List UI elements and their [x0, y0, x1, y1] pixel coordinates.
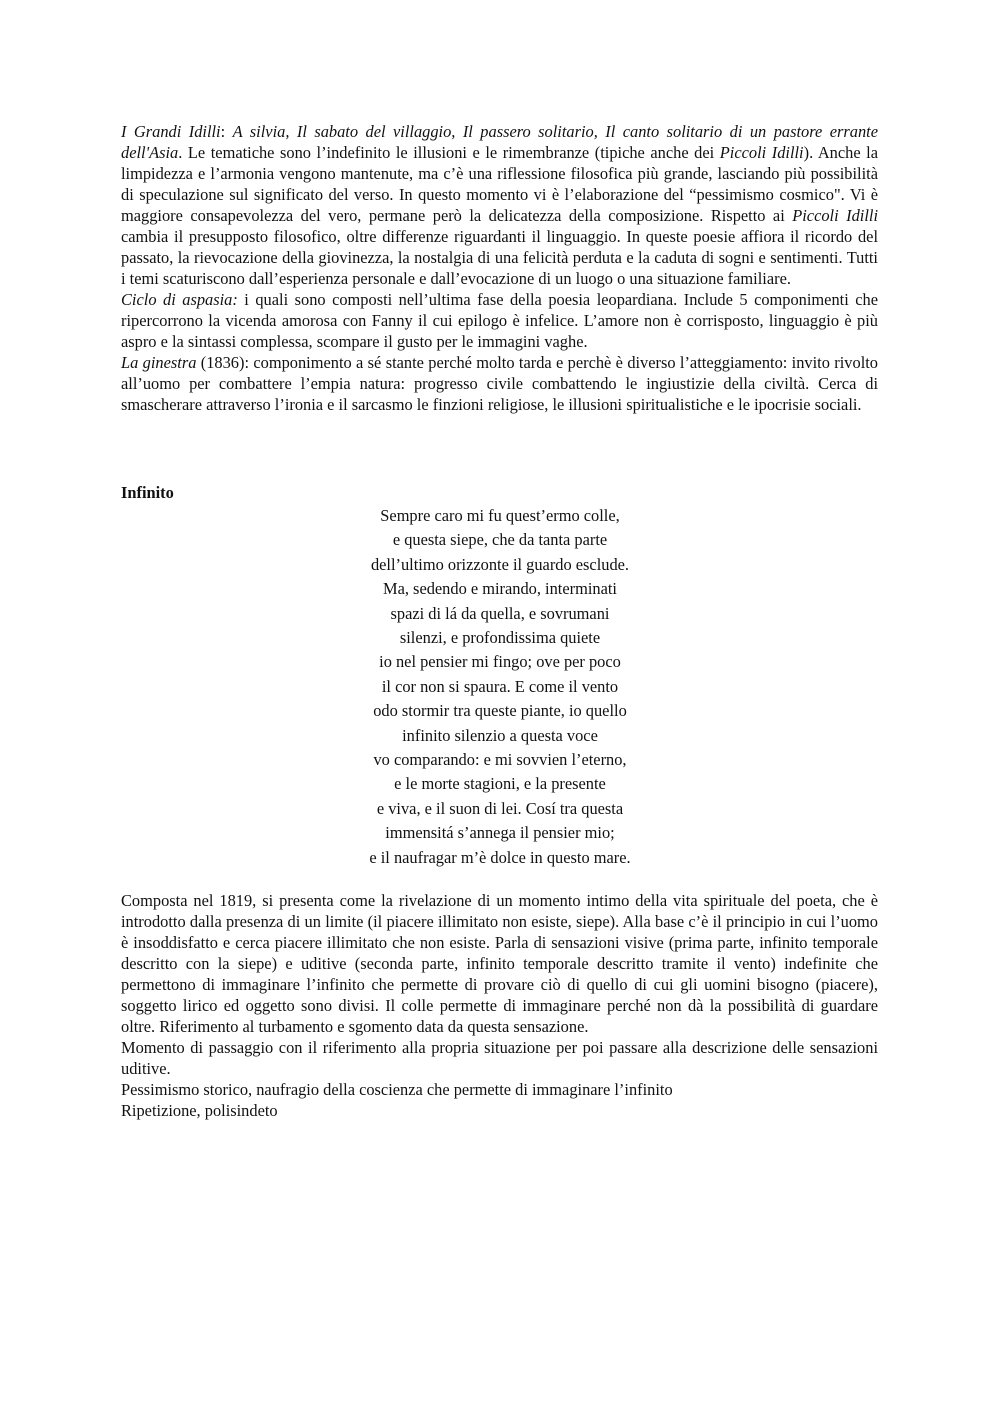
emphasis-piccoli-idilli: Piccoli Idilli	[719, 143, 804, 162]
paragraph-grandi-idilli: I Grandi Idilli: A silvia, Il sabato del villaggio, Il passero solitario, Il canto solitario di un pastore errante dell'Asia. Le tematiche sono l’indefinito le illusioni e le rimembranze (tipiche anche dei Piccoli Idilli). Anche la limpidezza e l’armonia vengono mantenute, ma c’è una riflessione filosofica più grande, lasciando più possibilità di speculazione sul significato del verso. In questo momento vi è l’elaborazione del “pessimismo cosmico". Vi è maggiore consapevolezza del vero, permane però la delicatezza della composizione. Rispetto ai Piccoli Idilli cambia il presupposto filosofico, oltre differenze riguardanti il linguaggio. In queste poesie affiora il ricordo del passato, la rievocazione della giovinezza, la nostalgia di una felicità perduta e la caduta di sogni e sentimenti. Tutti i temi scaturiscono dall’esperienza personale e dall’evocazione di un luogo o una situazione familiare.	[121, 122, 879, 288]
poem-line: Ma, sedendo e mirando, interminati	[383, 579, 617, 599]
poem-line: odo stormir tra queste piante, io quello	[373, 701, 627, 721]
emphasis-ciclo-aspasia: Ciclo di aspasia:	[121, 290, 238, 309]
poem-line: e le morte stagioni, e la presente	[394, 774, 606, 794]
poem-line: dell’ultimo orizzonte il guardo esclude.	[370, 554, 630, 574]
poem-line: e il naufragar m’è dolce in questo mare.	[369, 847, 631, 867]
poem-line: infinito silenzio a questa voce	[402, 725, 598, 745]
poem-infinito	[300, 504, 700, 870]
poem-line: vo comparando: e mi sovvien l’eterno,	[373, 750, 627, 770]
section-heading-infinito: Infinito	[121, 483, 174, 502]
emphasis-la-ginestra: La ginestra	[121, 353, 197, 372]
commentary-section	[121, 890, 878, 1121]
poem-line: il cor non si spaura. E come il vento	[381, 676, 619, 696]
emphasis-piccoli-idilli-2: Piccoli Idilli	[792, 206, 878, 225]
poem-line: e questa siepe, che da tanta parte	[392, 530, 608, 550]
paragraph-ciclo-aspasia: Ciclo di aspasia: i quali sono composti nell’ultima fase della poesia leopardiana. Include 5 componimenti che ripercorrono la vicenda amorosa con Fanny il cui epilogo è infelice. L’amore non è corrisposto, linguaggio è più aspro e la sintassi complessa, scompare il gusto per le immagini vaghe.	[121, 290, 878, 351]
poem-line: io nel pensier mi fingo; ove per poco	[379, 652, 621, 672]
paragraph-la-ginestra: La ginestra (1836): componimento a sé stante perché molto tarda e perchè è diverso l’atteggiamento: invito rivolto all’uomo per combattere l’empia natura: progresso civile combattendo le ingiustizie della civiltà. Cerca di smascherare attraverso l’ironia e il sarcasmo le finzioni religiose, le illusioni spiritualistiche e le ipocrisie sociali.	[121, 353, 878, 414]
paragraph-commentary: Composta nel 1819, si presenta come la rivelazione di un momento intimo della vita spirituale del poeta, che è introdotto dalla presenza di un limite (il piacere illimitato non esiste, siepe). Alla base c’è il principio in cui l’uomo è insoddisfatto e cerca piacere illimitato che non esiste. Parla di sensazioni visive (prima parte, infinito temporale descritto con la siepe) e uditive (seconda parte, infinito temporale descritto tramite il vento) indefinite che permettono di immaginare l’infinito che permette di provare ciò di quello di cui gli uomini bisogno (piacere), soggetto lirico ed oggetto sono divisi. Il colle permette di immaginare perché non dà la possibilità di guardare oltre. Riferimento al turbamento e sgomento data da questa sensazione.	[121, 891, 878, 1036]
intro-section	[121, 121, 878, 415]
emphasis-works-list: A silvia, Il sabato del villaggio, Il passero solitario, Il canto solitario di un pastore errante dell'Asia	[121, 122, 878, 162]
emphasis-grandi-idilli: I Grandi Idilli	[121, 122, 221, 141]
paragraph-passaggio: Momento di passaggio con il riferimento alla propria situazione per poi passare alla descrizione delle sensazioni uditive.	[121, 1038, 878, 1078]
poem-line: e viva, e il suon di lei. Cosí tra questa	[376, 798, 624, 818]
poem-line: silenzi, e profondissima quiete	[399, 628, 601, 648]
poem-line: spazi di lá da quella, e sovrumani	[390, 603, 610, 623]
paragraph-figure-retoriche: Ripetizione, polisindeto	[121, 1101, 278, 1120]
poem-line: immensitá s’annega il pensier mio;	[385, 823, 615, 843]
poem-line: Sempre caro mi fu quest’ermo colle,	[380, 506, 620, 525]
paragraph-pessimismo: Pessimismo storico, naufragio della coscienza che permette di immaginare l’infinito	[121, 1080, 673, 1099]
